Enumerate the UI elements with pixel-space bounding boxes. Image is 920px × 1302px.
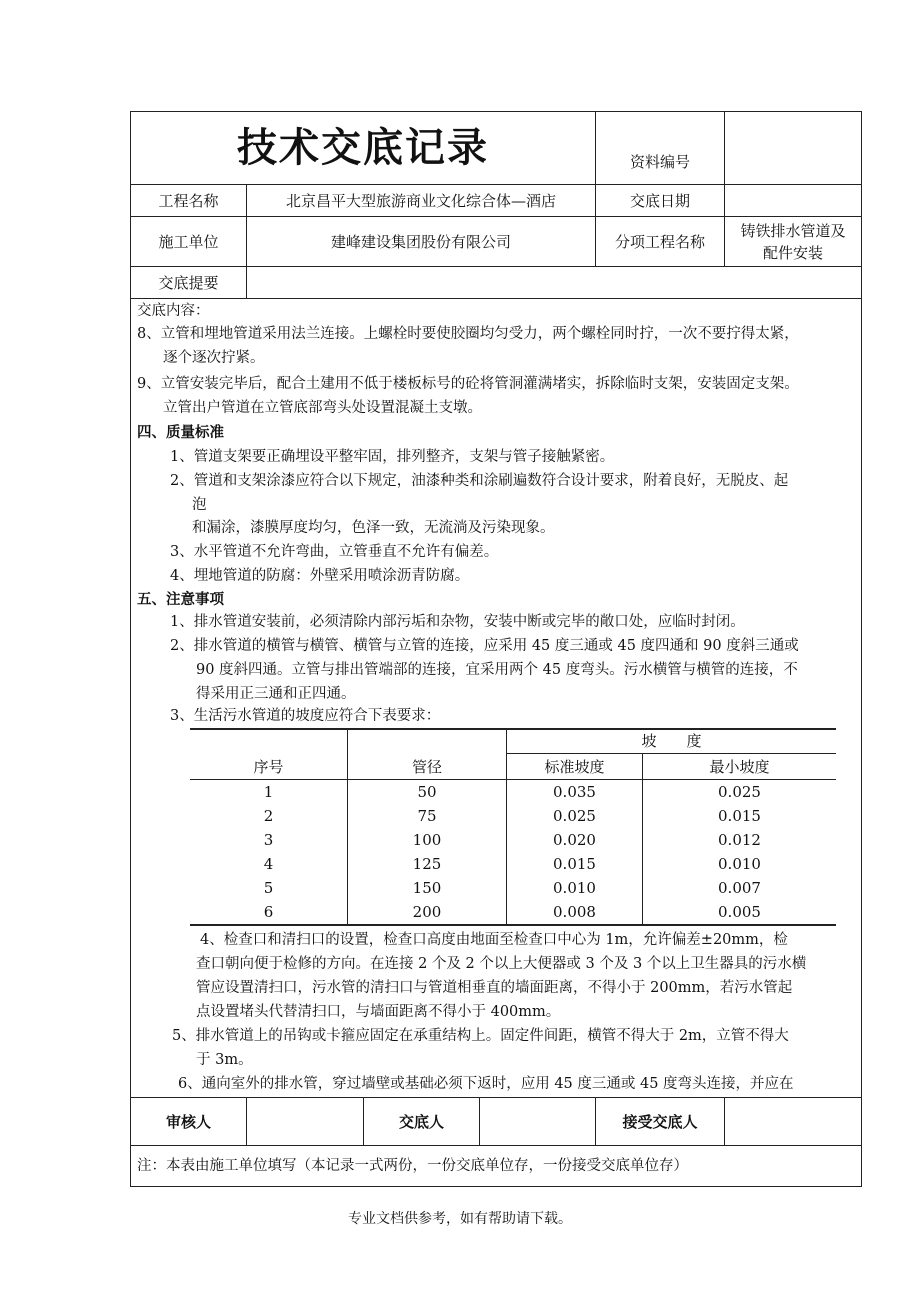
table-cell: 0.010 (718, 855, 761, 873)
form-note: 注：本表由施工单位填写（本记录一式两份，一份交底单位存，一份接受交底单位存） (137, 1158, 688, 1174)
table-cell: 0.020 (553, 831, 596, 849)
doc-no-value[interactable] (725, 112, 861, 184)
item-9-line2: 立管出户管道在立管底部弯头处设置混凝土支墩。 (163, 400, 482, 416)
discloser-value[interactable] (480, 1098, 595, 1145)
note-2-line1: 2、排水管道的横管与横管、横管与立管的连接，应采用 45 度三通或 45 度四通和 90 度斜三通或 (170, 638, 799, 654)
content-intro: 交底内容： (137, 303, 210, 319)
th-standard-slope: 标准坡度 (544, 758, 605, 776)
note-4-line1: 4、检查口和清扫口的设置，检查口高度由地面至检查口中心为 1m，允许偏差±20mm，检 (200, 932, 788, 948)
quality-4: 4、埋地管道的防腐：外壁采用喷涂沥青防腐。 (170, 568, 470, 584)
th-no: 序号 (253, 758, 284, 776)
page-title: 技术交底记录 (237, 125, 489, 171)
table-cell: 0.035 (553, 783, 596, 801)
th-slope: 坡 度 (641, 732, 702, 750)
unit-value[interactable]: 建峰建设集团股份有限公司 (330, 232, 511, 251)
item-9-line1: 9、立管安装完毕后，配合土建用不低于楼板标号的砼将管洞灌满堵实，拆除临时支架，安装固定支架。 (137, 376, 799, 392)
table-cell: 0.007 (718, 879, 761, 897)
table-cell: 0.015 (718, 807, 761, 825)
table-cell: 4 (263, 855, 274, 873)
item-8-line1: 8、立管和埋地管道采用法兰连接。上螺栓时要使胶圈均匀受力，两个螺栓同时拧，一次不要拧得太紧， (137, 326, 799, 342)
note-4-line2: 查口朝向便于检修的方向。在连接 2 个及 2 个以上大便器或 3 个及 3 个以上卫生器具的污水横 (196, 956, 807, 972)
table-cell: 0.025 (553, 807, 596, 825)
reviewer-label: 审核人 (165, 1112, 211, 1131)
note-5-line1: 5、排水管道上的吊钩或卡箍应固定在承重结构上。固定件间距，横管不得大于 2m，立管不得大 (172, 1028, 789, 1044)
note-3: 3、生活污水管道的坡度应符合下表要求： (170, 708, 441, 724)
table-cell: 0.015 (553, 855, 596, 873)
th-diameter: 管径 (411, 758, 442, 776)
quality-3: 3、水平管道不允许弯曲，立管垂直不允许有偏差。 (170, 544, 499, 560)
table-cell: 150 (412, 879, 442, 897)
quality-2-line1: 2、管道和支架涂漆应符合以下规定，油漆种类和涂刷遍数符合设计要求，附着良好，无脱皮、起 (170, 473, 789, 489)
table-cell: 0.005 (718, 903, 761, 921)
table-cell: 1 (263, 783, 274, 801)
sub-project-value-line2: 配件安装 (762, 243, 823, 262)
section-4-title: 四、质量标准 (137, 425, 224, 441)
table-cell: 100 (412, 831, 442, 849)
section-5-title: 五、注意事项 (137, 592, 224, 608)
reviewer-value[interactable] (247, 1098, 363, 1145)
table-cell: 50 (417, 783, 437, 801)
project-label: 工程名称 (158, 191, 219, 210)
table-cell: 125 (412, 855, 442, 873)
note-1: 1、排水管道安装前，必须清除内部污垢和杂物，安装中断或完毕的敞口处，应临时封闭。 (170, 614, 745, 630)
note-5-line2: 于 3m。 (196, 1052, 253, 1068)
date-label: 交底日期 (629, 191, 690, 210)
date-value[interactable] (725, 185, 861, 216)
doc-no-label: 资料编号 (629, 153, 690, 171)
sub-project-value[interactable] (725, 217, 861, 266)
summary-value[interactable] (247, 267, 861, 298)
note-2-line2: 90 度斜四通。立管与排出管端部的连接，宜采用两个 45 度弯头。污水横管与横管的连接，不 (196, 662, 798, 678)
item-8-line2: 逐个逐次拧紧。 (163, 350, 265, 366)
summary-label: 交底提要 (158, 273, 219, 292)
receiver-value[interactable] (725, 1098, 861, 1145)
receiver-label: 接受交底人 (622, 1112, 698, 1131)
table-cell: 3 (263, 831, 274, 849)
sub-project-label: 分项工程名称 (614, 232, 705, 251)
th-min-slope: 最小坡度 (709, 758, 770, 776)
sub-project-value-line1: 铸铁排水管道及 (740, 221, 846, 240)
project-value[interactable]: 北京昌平大型旅游商业文化综合体—酒店 (285, 191, 556, 210)
note-6-line1: 6、通向室外的排水管，穿过墙壁或基础必须下返时，应用 45 度三通或 45 度弯头连接，并应在 (178, 1076, 794, 1092)
unit-label: 施工单位 (158, 232, 219, 251)
table-cell: 2 (263, 807, 274, 825)
table-cell: 0.012 (718, 831, 761, 849)
quality-1: 1、管道支架要正确埋设平整牢固，排列整齐，支架与管子接触紧密。 (170, 449, 615, 465)
note-4-line4: 点设置堵头代替清扫口，与墙面距离不得小于 400mm。 (196, 1004, 561, 1020)
table-cell: 5 (263, 879, 274, 897)
table-cell: 75 (417, 807, 437, 825)
table-cell: 0.008 (553, 903, 596, 921)
page-footer: 专业文档供参考，如有帮助请下载。 (348, 1211, 572, 1227)
table-cell: 0.010 (553, 879, 596, 897)
table-cell: 200 (412, 903, 442, 921)
discloser-label: 交底人 (398, 1112, 444, 1131)
table-cell: 0.025 (718, 783, 761, 801)
quality-2-line3: 和漏涂，漆膜厚度均匀，色泽一致，无流淌及污染现象。 (192, 520, 555, 536)
note-2-line3: 得采用正三通和正四通。 (196, 686, 356, 702)
quality-2-line2: 泡 (192, 497, 207, 513)
note-4-line3: 管应设置清扫口，污水管的清扫口与管道相垂直的墙面距离，不得小于 200mm，若污水管起 (196, 980, 793, 996)
slope-table (190, 728, 836, 928)
table-cell: 6 (263, 903, 274, 921)
